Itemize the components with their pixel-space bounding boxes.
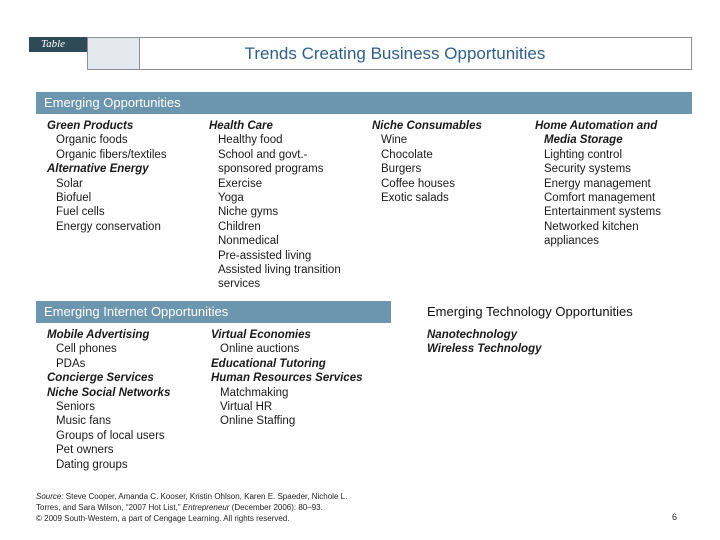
table-label: Table	[29, 37, 87, 52]
opportunity-column-3	[372, 119, 522, 205]
list-item: Pre-assisted living	[218, 249, 312, 262]
list-item: Chocolate	[381, 148, 433, 161]
group-heading: Concierge Services	[47, 372, 154, 385]
group-heading-continuation: Media Storage	[544, 134, 623, 147]
section-heading: Emerging Opportunities	[44, 95, 181, 110]
group-heading: Green Products	[47, 120, 134, 132]
list-item: Online auctions	[220, 343, 300, 356]
section-bar-emerging-technology	[427, 301, 692, 323]
list-item: Networked kitchen	[544, 220, 639, 233]
page-title: Trends Creating Business Opportunities	[244, 44, 546, 63]
list-item: Seniors	[56, 401, 95, 414]
group-heading: Alternative Energy	[47, 163, 149, 176]
page-number: 6	[672, 512, 678, 522]
header-tab-box	[87, 37, 140, 70]
copyright: © 2009 South-Western, a part of Cengage Learning. All rights reserved.	[36, 514, 290, 523]
list-item: Energy management	[544, 177, 651, 190]
list-item: Pet owners	[56, 444, 114, 457]
list-item: Organic foods	[56, 134, 128, 147]
section-heading: Emerging Internet Opportunities	[44, 304, 229, 319]
list-item: Nanotechnology	[427, 329, 518, 341]
list-item: Dating groups	[56, 458, 128, 471]
source-line-1: Steve Cooper, Amanda C. Kooser, Kristin Ohlson, Karen E. Spaeder, Nichole L.	[63, 492, 348, 501]
group-heading: Virtual Economies	[211, 329, 311, 341]
group-heading: Home Automation and	[535, 120, 658, 132]
list-item: Wine	[381, 134, 408, 147]
list-item: Organic fibers/textiles	[56, 148, 167, 161]
list-item: Children	[218, 220, 261, 233]
list-item: PDAs	[56, 357, 86, 370]
section-bar-emerging-opportunities	[36, 92, 692, 114]
section-heading: Emerging Technology Opportunities	[427, 304, 633, 319]
internet-column-1	[47, 328, 207, 472]
list-item: Fuel cells	[56, 206, 105, 219]
list-item: Exercise	[218, 177, 263, 190]
list-item: Yoga	[218, 192, 244, 205]
list-item: Cell phones	[56, 343, 117, 356]
list-item: School and govt.-	[218, 148, 308, 161]
group-heading: Human Resources Services	[211, 372, 363, 385]
list-item: Music fans	[56, 415, 111, 428]
list-item: Matchmaking	[220, 386, 289, 399]
list-item: Exotic salads	[381, 192, 449, 205]
list-item: Solar	[56, 177, 83, 190]
list-item: Assisted living transition	[218, 264, 341, 277]
list-item: Lighting control	[544, 148, 622, 161]
source-journal: Entrepreneur	[182, 503, 230, 512]
list-item: Online Staffing	[220, 415, 296, 428]
list-item: appliances	[544, 235, 599, 248]
list-item: Healthy food	[218, 134, 283, 147]
list-item: Security systems	[544, 163, 631, 176]
list-item: Comfort management	[544, 192, 656, 205]
list-item: Niche gyms	[218, 206, 279, 219]
source-line-2-end: (December 2006): 80–93.	[229, 503, 323, 512]
list-item: sponsored programs	[218, 163, 324, 176]
list-item: Biofuel	[56, 192, 92, 205]
list-item: services	[218, 278, 261, 291]
list-item: Wireless Technology	[427, 343, 542, 356]
group-heading: Niche Consumables	[372, 120, 482, 132]
list-item: Coffee houses	[381, 177, 455, 190]
technology-column	[427, 328, 627, 357]
group-heading: Niche Social Networks	[47, 386, 171, 399]
list-item: Entertainment systems	[544, 206, 661, 219]
source-line-2: Torres, and Sara Wilson, “2007 Hot List,”	[36, 503, 183, 512]
list-item: Groups of local users	[56, 429, 165, 442]
internet-column-2	[211, 328, 391, 429]
list-item: Energy conservation	[56, 220, 161, 233]
list-item: Virtual HR	[220, 401, 273, 414]
list-item: Burgers	[381, 163, 422, 176]
opportunity-column-1	[47, 119, 197, 234]
group-heading: Mobile Advertising	[47, 329, 150, 341]
source-citation	[36, 491, 416, 524]
source-label: Source:	[36, 492, 64, 501]
list-item: Nonmedical	[218, 235, 279, 248]
group-heading: Educational Tutoring	[211, 357, 326, 370]
opportunity-column-2	[209, 119, 369, 292]
group-heading: Health Care	[209, 120, 273, 132]
section-bar-emerging-internet	[36, 301, 391, 323]
opportunity-column-4	[535, 119, 695, 249]
